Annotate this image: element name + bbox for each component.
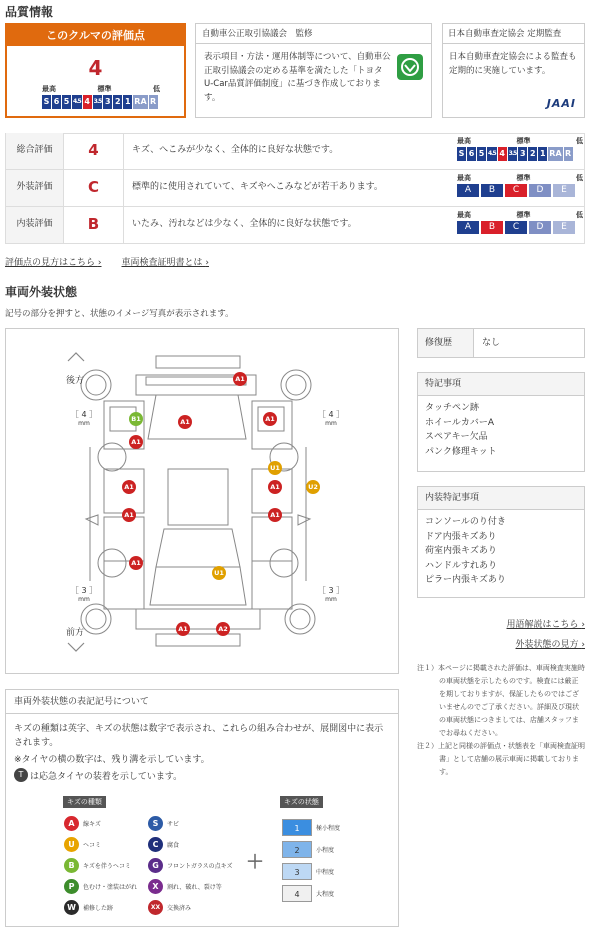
repair-value: なし bbox=[482, 338, 501, 348]
legend-kind-name: 割れ、破れ、裂け等 bbox=[167, 884, 222, 891]
legend-kind bbox=[148, 837, 179, 852]
grade-desc: 標準的に使用されていて、キズやへこみなどが若干あります。 bbox=[132, 182, 383, 192]
damage-marker[interactable]: A1 bbox=[129, 556, 143, 570]
legend-kind-name: 補修した跡 bbox=[83, 905, 114, 912]
damage-marker[interactable]: A1 bbox=[268, 480, 282, 494]
scale-cell: 2 bbox=[113, 95, 122, 109]
legend-kind-code: U bbox=[64, 837, 79, 852]
tire-mark: ［ 3 ］ bbox=[317, 586, 345, 595]
exterior-diagram bbox=[5, 328, 399, 674]
scale-low-label: 低 bbox=[576, 211, 583, 219]
scale-cell: RA bbox=[133, 95, 147, 109]
grade-row-total bbox=[5, 133, 585, 170]
toyota-panel bbox=[195, 23, 432, 118]
scale-cell: R bbox=[564, 147, 573, 161]
list-item: ホイールカバーA bbox=[425, 417, 494, 428]
damage-marker[interactable]: A1 bbox=[263, 412, 277, 426]
scale-high-label: 最高 bbox=[457, 174, 471, 182]
legend-state bbox=[282, 885, 334, 902]
toyota-logo-icon bbox=[397, 54, 423, 80]
grade-cell: B bbox=[481, 221, 503, 234]
scale-cell: S bbox=[42, 95, 51, 109]
tire-unit: mm bbox=[325, 596, 337, 603]
legend-kind-code: W bbox=[64, 900, 79, 915]
scale-high-label: 最高 bbox=[457, 211, 471, 219]
scale-cell: 5 bbox=[477, 147, 486, 161]
grade-cell: E bbox=[553, 184, 575, 197]
scale-high-label: 最高 bbox=[42, 85, 56, 93]
damage-marker[interactable]: A1 bbox=[122, 480, 136, 494]
legend-kind-code: C bbox=[148, 837, 163, 852]
damage-marker[interactable]: U1 bbox=[212, 566, 226, 580]
legend-kind bbox=[64, 879, 137, 894]
legend-text-2: ※タイヤの横の数字は、残り溝を示しています。 bbox=[14, 755, 210, 765]
howto-link[interactable] bbox=[5, 255, 102, 268]
scale-cell: RA bbox=[548, 147, 562, 161]
list-item: スペアキー欠品 bbox=[425, 432, 488, 442]
legend-kind-code: A bbox=[64, 816, 79, 831]
exterior-title: 車両外装状態 bbox=[5, 285, 78, 299]
howto-link-text: 評価点の見方はこちら bbox=[5, 258, 96, 268]
legend-state-code: 3 bbox=[282, 863, 312, 880]
legend-kind-code: P bbox=[64, 879, 79, 894]
scale-std-label: 標準 bbox=[516, 211, 531, 219]
evaluation-score: 4 bbox=[88, 56, 103, 80]
tire-unit: mm bbox=[78, 420, 90, 427]
grade-cell: E bbox=[553, 221, 575, 234]
interior-special-list bbox=[418, 510, 584, 593]
legend-kind-code: G bbox=[148, 858, 163, 873]
legend-kind bbox=[148, 858, 233, 873]
plus-sign: ＋ bbox=[246, 852, 264, 873]
scale-std-label: 標準 bbox=[516, 174, 531, 182]
scale-low-label: 低 bbox=[153, 85, 160, 93]
legend-text-1: キズの種類は英字、キズの状態は数字で表示され、これらの組み合わせが、展開図中に表示されます。 bbox=[14, 724, 384, 748]
cert-link-text: 車両検査証明書とは bbox=[121, 258, 203, 268]
list-item: ドア内張キズあり bbox=[425, 531, 497, 542]
legend-kind bbox=[64, 816, 101, 831]
terms-link[interactable] bbox=[507, 620, 586, 630]
jaai-panel-title: 日本自動車査定協会 定期監査 bbox=[443, 24, 584, 44]
grade-cell: A bbox=[457, 221, 479, 234]
damage-marker[interactable]: U1 bbox=[268, 461, 282, 475]
jaai-logo-icon: JAAI bbox=[546, 97, 576, 110]
jaai-panel-text: 日本自動車査定協会による監査も定期的に実施しています。 bbox=[449, 52, 577, 76]
scale-cell: S bbox=[457, 147, 466, 161]
evaluation-box-title: このクルマの評価点 bbox=[7, 25, 184, 46]
scale-cell: 4.5 bbox=[487, 147, 497, 161]
legend-kind-name: 線キズ bbox=[83, 821, 101, 828]
damage-marker[interactable]: B1 bbox=[129, 412, 143, 426]
legend-title: 車両外装状態の表記記号について bbox=[6, 690, 398, 714]
damage-marker[interactable]: A1 bbox=[268, 508, 282, 522]
scale-cell: 3.5 bbox=[93, 95, 103, 109]
damage-marker[interactable]: A1 bbox=[122, 508, 136, 522]
list-item: コンソールのり付き bbox=[425, 517, 506, 527]
legend-kind-name: 色むけ・塗装はがれ bbox=[83, 884, 138, 891]
legend-state-name: 小程度 bbox=[316, 847, 335, 854]
chevron-right-icon: › bbox=[581, 640, 585, 650]
interior-scale bbox=[457, 221, 583, 234]
scale-cell: 3 bbox=[518, 147, 527, 161]
damage-marker[interactable]: U2 bbox=[306, 480, 320, 494]
tire-unit: mm bbox=[78, 596, 90, 603]
legend-state-name: 極小程度 bbox=[316, 825, 341, 832]
legend-kind-name: 交換済み bbox=[167, 905, 192, 912]
legend-kind-name: フロントガラスの点キズ bbox=[167, 863, 233, 870]
jaai-panel bbox=[442, 23, 585, 118]
grade-label: 総合評価 bbox=[6, 133, 64, 169]
total-scale bbox=[457, 147, 583, 161]
chevron-right-icon: › bbox=[581, 620, 585, 630]
exterior-scale bbox=[457, 184, 583, 197]
legend-text-3: は応急タイヤの装着を示しています。 bbox=[30, 771, 183, 782]
list-item: ハンドルすれあり bbox=[425, 560, 498, 571]
grade-cell: D bbox=[529, 184, 551, 197]
legend-kind bbox=[148, 816, 179, 831]
tire-unit: mm bbox=[325, 420, 337, 427]
damage-marker[interactable]: A1 bbox=[178, 415, 192, 429]
legend-state-name: 大程度 bbox=[316, 891, 335, 898]
grade-cell: A bbox=[457, 184, 479, 197]
grade-value: 4 bbox=[64, 133, 124, 169]
evaluation-scale bbox=[42, 95, 160, 109]
scale-std-label: 標準 bbox=[97, 85, 112, 93]
list-item: 荷室内張キズあり bbox=[425, 546, 497, 556]
damage-marker[interactable]: A1 bbox=[233, 372, 247, 386]
scale-cell: 3 bbox=[103, 95, 112, 109]
damage-marker[interactable]: A1 bbox=[129, 435, 143, 449]
legend-state bbox=[282, 841, 334, 858]
scale-low-label: 低 bbox=[576, 137, 583, 145]
tire-mark: ［ 4 ］ bbox=[70, 410, 98, 419]
legend-kind-name: 腐食 bbox=[167, 842, 180, 849]
note-1: 注１）本ページに掲載された評価は、車両検査実施時の車両状態を示したものです。検査には厳正を期しておりますが、保証したものではございませんのでご了承ください。詳細及び現状の車両状態につきましては、店舗スタッフまでお尋ねください。 bbox=[417, 664, 585, 737]
repair-history bbox=[417, 328, 585, 358]
special-notes bbox=[417, 372, 585, 472]
exterior-desc: 記号の部分を押すと、状態のイメージ写真が表示されます。 bbox=[5, 309, 234, 319]
chevron-right-icon: › bbox=[205, 258, 209, 268]
legend-state bbox=[282, 863, 334, 880]
legend-kind bbox=[64, 837, 101, 852]
note-2: 注２）上記と同様の評価点・状態表を「車両検査証明書」として店舗の展示車両に掲載しております。 bbox=[417, 742, 585, 776]
legend-state-name: 中程度 bbox=[316, 869, 335, 876]
list-item: パンク修理キット bbox=[425, 446, 497, 457]
special-list bbox=[418, 396, 584, 464]
chevron-right-icon: › bbox=[97, 258, 102, 268]
scale-cell: 6 bbox=[52, 95, 61, 109]
front-label: 前方 bbox=[66, 628, 85, 638]
toyota-panel-text: 表示項目・方法・運用体制等について、自動車公正取引協議会の定める基準を満たした「トヨタU-Car品質評価制度」に基づき作成しております。 bbox=[204, 52, 391, 103]
scale-cell: 6 bbox=[467, 147, 476, 161]
grade-desc: いたみ、汚れなどは少なく、全体的に良好な状態です。 bbox=[132, 219, 357, 229]
page-title: 品質情報 bbox=[5, 5, 54, 19]
scale-cell: 4.5 bbox=[72, 95, 82, 109]
grade-value: B bbox=[64, 207, 124, 243]
grade-cell: B bbox=[481, 184, 503, 197]
special-title: 特記事項 bbox=[418, 373, 584, 396]
repair-label: 修復歴 bbox=[418, 329, 474, 357]
legend-kind bbox=[148, 879, 222, 894]
legend-kind-code: XX bbox=[148, 900, 163, 915]
legend-kind-code: X bbox=[148, 879, 163, 894]
interior-special-title: 内装特記事項 bbox=[418, 487, 584, 510]
grade-value: C bbox=[64, 170, 124, 206]
damage-marker[interactable]: A1 bbox=[176, 622, 190, 636]
damage-marker[interactable]: A2 bbox=[216, 622, 230, 636]
grade-cell: C bbox=[505, 221, 527, 234]
legend-state-code: 1 bbox=[282, 819, 312, 836]
legend-kind-name: ヘコミ bbox=[83, 842, 102, 849]
scale-cell: 1 bbox=[123, 95, 132, 109]
grade-row-exterior bbox=[5, 170, 585, 207]
grade-label: 内装評価 bbox=[6, 207, 64, 243]
spare-tire-icon: T bbox=[14, 768, 28, 782]
tire-mark: ［ 3 ］ bbox=[70, 586, 98, 595]
legend-state bbox=[282, 819, 340, 836]
list-item: ピラー内張キズあり bbox=[425, 575, 506, 585]
grade-desc: キズ、へこみが少なく、全体的に良好な状態です。 bbox=[132, 145, 339, 155]
legend-kind bbox=[148, 900, 191, 915]
evaluation-box bbox=[5, 23, 186, 118]
scale-low-label: 低 bbox=[576, 174, 583, 182]
tire-mark: ［ 4 ］ bbox=[317, 410, 345, 419]
scale-cell: 2 bbox=[528, 147, 537, 161]
legend-state-code: 2 bbox=[282, 841, 312, 858]
toyota-panel-title: 自動車公正取引協議会 監修 bbox=[196, 24, 431, 44]
legend-kind bbox=[64, 858, 131, 873]
scale-cell: 3.5 bbox=[508, 147, 518, 161]
legend-box bbox=[5, 689, 399, 927]
states-title: キズの状態 bbox=[280, 796, 323, 808]
grade-cell: D bbox=[529, 221, 551, 234]
terms-link-text: 用語解説はこちら bbox=[506, 620, 579, 630]
scale-cell: 5 bbox=[62, 95, 71, 109]
rear-label: 後方 bbox=[66, 376, 85, 386]
scale-cell: R bbox=[149, 95, 158, 109]
legend-kind-code: S bbox=[148, 816, 163, 831]
legend-state-code: 4 bbox=[282, 885, 312, 902]
legend-kind-name: キズを伴うヘコミ bbox=[83, 863, 131, 870]
list-item: タッチペン跡 bbox=[425, 403, 480, 413]
legend-kind bbox=[64, 900, 113, 915]
scale-cell: 4 bbox=[83, 95, 92, 109]
scale-cell: 1 bbox=[538, 147, 547, 161]
scale-std-label: 標準 bbox=[516, 137, 531, 145]
legend-kind-name: サビ bbox=[167, 821, 180, 828]
scale-high-label: 最高 bbox=[457, 137, 471, 145]
cert-link[interactable] bbox=[122, 255, 210, 268]
exterior-howto-link-text: 外装状態の見方 bbox=[515, 640, 579, 650]
scale-cell: 4 bbox=[498, 147, 507, 161]
grade-cell: C bbox=[505, 184, 527, 197]
grade-row-interior bbox=[5, 207, 585, 244]
grade-label: 外装評価 bbox=[6, 170, 64, 206]
legend-kind-code: B bbox=[64, 858, 79, 873]
exterior-howto-link[interactable] bbox=[516, 640, 586, 650]
kinds-title: キズの種類 bbox=[63, 796, 106, 808]
interior-special-notes bbox=[417, 486, 585, 598]
